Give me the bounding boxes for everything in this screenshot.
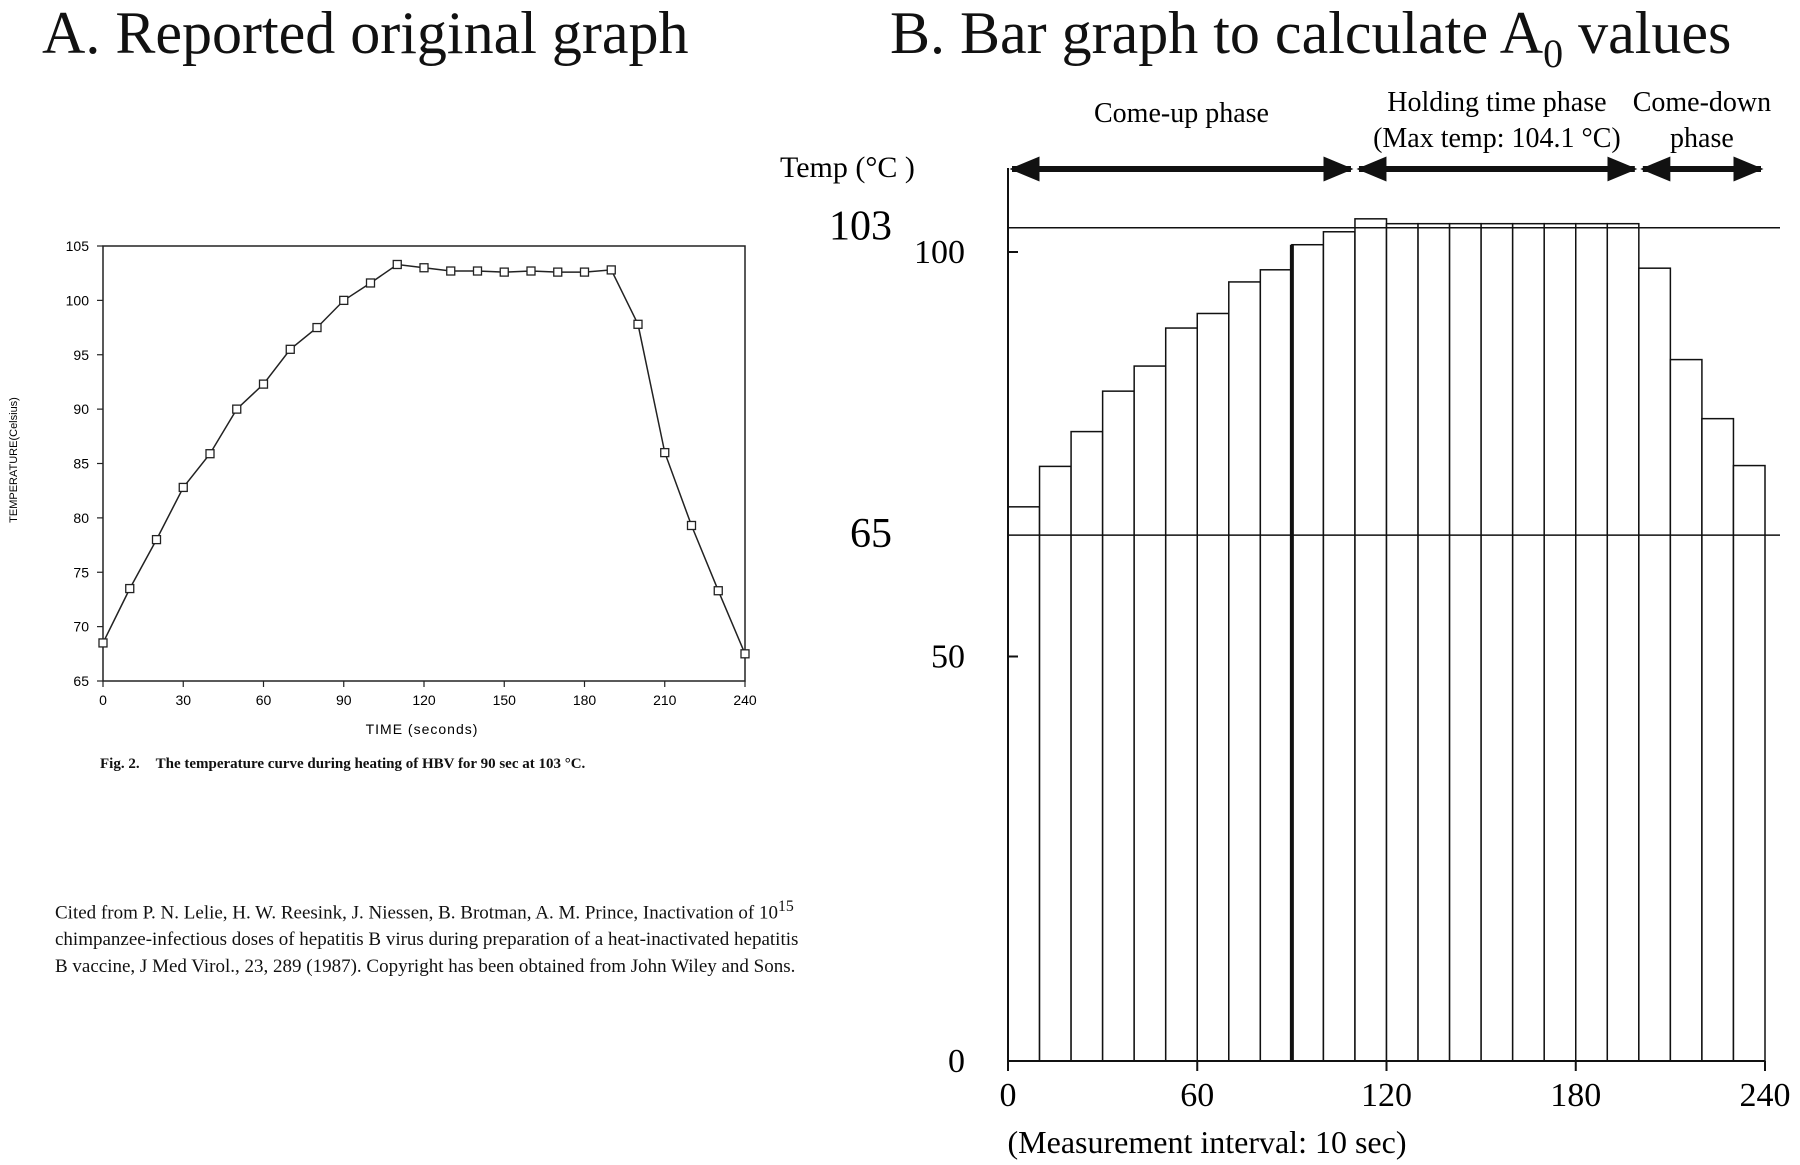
bar xyxy=(1040,466,1072,1061)
x-tick-label: 120 xyxy=(1361,1077,1412,1114)
bar xyxy=(1103,391,1135,1061)
bar xyxy=(1418,224,1450,1061)
x-tick-label: 180 xyxy=(1550,1077,1602,1114)
x-tick-label: 0 xyxy=(999,1077,1017,1114)
y-axis-title: TEMPERATURE(Celsius) xyxy=(8,397,20,523)
figure-caption-label: Fig. 2. xyxy=(100,756,140,772)
phase-label: Come-down xyxy=(1632,87,1772,118)
x-tick-label: 30 xyxy=(175,692,192,708)
y-tick-label: 100 xyxy=(914,234,965,271)
y-axis-title: Temp (°C ) xyxy=(780,151,915,184)
bar xyxy=(1481,224,1513,1061)
x-tick-label: 60 xyxy=(1180,1077,1215,1114)
bar xyxy=(1071,432,1103,1061)
bar xyxy=(1607,224,1639,1061)
bar xyxy=(1260,270,1292,1061)
panel-b-title-subscript: 0 xyxy=(1543,31,1564,76)
x-tick-label: 180 xyxy=(572,692,597,708)
y-tick-label: 100 xyxy=(65,292,89,309)
x-axis-title: (Measurement interval: 10 sec) xyxy=(1007,1124,1407,1160)
y-tick-label: 80 xyxy=(73,509,89,526)
x-tick-label: 240 xyxy=(1739,1077,1791,1114)
phase-label: (Max temp: 104.1 °C) xyxy=(1373,123,1621,154)
bar xyxy=(1387,224,1419,1061)
x-tick-label: 150 xyxy=(492,692,516,708)
y-tick-label: 50 xyxy=(931,638,965,676)
bar xyxy=(1197,313,1229,1061)
y-tick-label: 75 xyxy=(73,564,89,581)
x-tick-label: 120 xyxy=(412,692,436,708)
panel-a-title: A. Reported original graph xyxy=(42,0,689,66)
y-tick-label: 105 xyxy=(65,238,89,254)
reference-label-103: 103 xyxy=(829,203,892,250)
bar xyxy=(1134,366,1166,1061)
x-tick-label: 210 xyxy=(653,692,677,708)
phase-label: Holding time phase xyxy=(1387,87,1607,118)
bar xyxy=(1292,245,1324,1061)
x-tick-label: 60 xyxy=(255,692,272,708)
x-tick-label: 240 xyxy=(733,692,757,708)
y-tick-label: 90 xyxy=(73,401,89,418)
bar xyxy=(1639,268,1671,1061)
figure-caption-text: The temperature curve during heating of HBV for 90 sec at 103 °C. xyxy=(155,756,586,772)
y-tick-label: 85 xyxy=(73,455,89,472)
x-tick-label: 90 xyxy=(335,692,352,708)
bar xyxy=(1166,328,1198,1061)
bar xyxy=(1355,219,1387,1061)
citation-after: chimpanzee-infectious doses of hepatitis B virus during preparation of a heat-inactivated hepatitis B vaccine, J Med Virol., 23, 289 (1987). Copyright has been obtained from John Wiley and Sons. xyxy=(55,929,799,978)
bar xyxy=(1513,224,1545,1061)
citation-superscript: 15 xyxy=(777,898,794,915)
y-tick-label: 65 xyxy=(73,673,89,689)
panel-b-title-main: B. Bar graph to calculate A xyxy=(890,0,1544,66)
x-axis-title: TIME (seconds) xyxy=(365,721,479,737)
y-tick-label: 0 xyxy=(948,1043,965,1080)
reference-label-65: 65 xyxy=(850,511,892,558)
bar xyxy=(1323,232,1355,1061)
y-tick-label: 70 xyxy=(73,618,89,635)
bar xyxy=(1733,466,1765,1061)
phase-label: phase xyxy=(1670,123,1734,154)
citation-before: Cited from P. N. Lelie, H. W. Reesink, J. Niessen, B. Brotman, A. M. Prince, Inactivation of 10 xyxy=(55,902,778,924)
x-tick-label: 0 xyxy=(99,692,107,708)
bar xyxy=(1702,419,1734,1061)
phase-label: Come-up phase xyxy=(1093,98,1269,129)
bar xyxy=(1008,507,1040,1061)
bar xyxy=(1229,282,1261,1061)
bar xyxy=(1670,360,1702,1061)
bar xyxy=(1450,224,1482,1061)
y-tick-label: 95 xyxy=(73,346,89,363)
panel-b-title-end: values xyxy=(1563,0,1732,66)
bar xyxy=(1544,224,1576,1061)
bar xyxy=(1576,224,1608,1061)
